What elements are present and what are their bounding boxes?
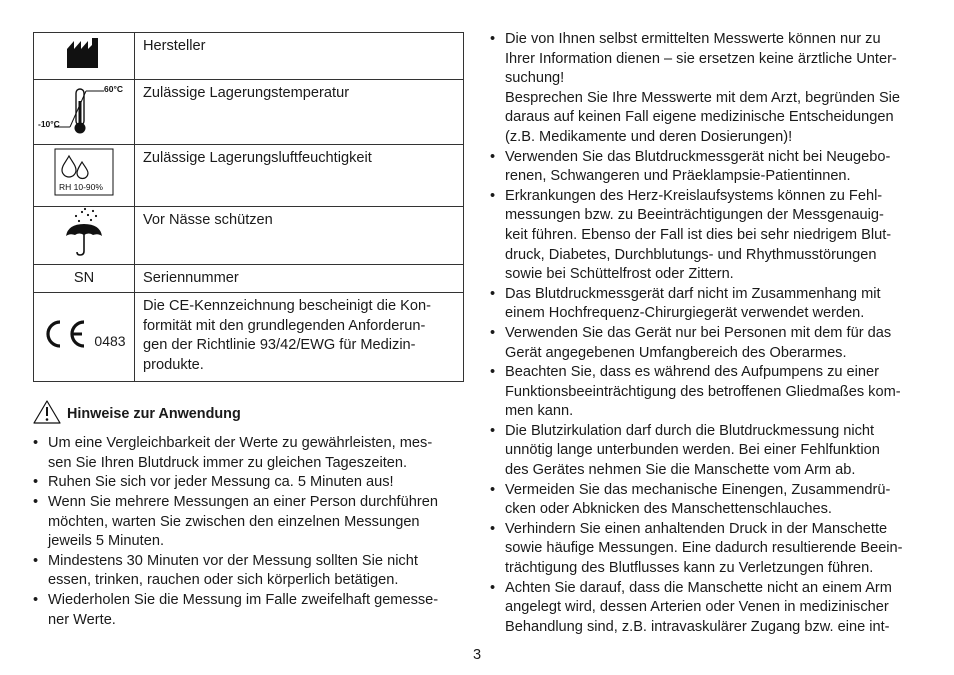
symbol-row-serial <box>34 264 464 293</box>
symbol-cell <box>34 207 135 265</box>
manufacturer-icon <box>66 37 102 69</box>
symbol-row-humidity <box>34 145 464 207</box>
list-item: • Erkrankungen des Herz-Kreislaufsystems können zu Fehl- messungen bzw. zu Beeinträchtigungen der Messgenauig- keit führen. Ebenso der Fall ist dies bei sehr niedrigem Blut- druck, Diabetes, Durchblutungs- und Rhythmusstörungen sowie bei Schüttelfrost oder Zittern. <box>490 187 926 285</box>
symbol-row-temperature <box>34 80 464 145</box>
symbol-cell <box>34 80 135 145</box>
thermometer-icon <box>36 81 132 137</box>
symbol-cell <box>34 145 135 207</box>
hints-heading <box>33 400 464 424</box>
symbol-row-manufacturer <box>34 33 464 80</box>
temp-high-label: 60°C <box>104 83 123 94</box>
humidity-icon <box>51 146 117 198</box>
list-item: • Mindestens 30 Minuten vor der Messung sollten Sie nicht essen, trinken, rauchen oder sich körperlich betätigen. <box>33 552 464 591</box>
list-item: • Wiederholen Sie die Messung im Falle zweifelhaft gemesse- ner Werte. <box>33 591 464 630</box>
symbol-label: Die CE-Kennzeichnung bescheinigt die Kon- formität mit den grundlegenden Anforderun- gen der Richtlinie 93/42/EWG für Medizin- produkte. <box>135 293 464 382</box>
symbol-cell <box>34 293 135 382</box>
symbol-label: Hersteller <box>135 33 464 80</box>
list-item: • Das Blutdruckmessgerät darf nicht im Zusammenhang mit einem Hochfrequenz-Chirurgiegerät verwendet werden. <box>490 285 926 324</box>
list-item: • Vermeiden Sie das mechanische Einengen, Zusammendrü- cken oder Abknicken des Manschettenschlauches. <box>490 481 926 520</box>
symbol-row-moisture <box>34 207 464 265</box>
symbol-label: Seriennummer <box>135 264 464 293</box>
serial-number-symbol: SN <box>34 264 135 293</box>
warning-icon <box>33 400 61 424</box>
list-item: • Die Blutzirkulation darf durch die Blutdruckmessung nicht unnötig lange unterbunden werden. Bei einer Fehlfunktion des Gerätes nehmen Sie die Manschette vom Arm ab. <box>490 422 926 481</box>
umbrella-icon <box>62 207 106 257</box>
symbol-row-ce <box>34 293 464 382</box>
symbol-label: Zulässige Lagerungsluftfeuchtigkeit <box>135 145 464 207</box>
temp-low-label: -10°C <box>38 118 60 129</box>
list-item: • Verwenden Sie das Blutdruckmessgerät nicht bei Neugebo- renen, Schwangeren und Präeklampsie-Patientinnen. <box>490 148 926 187</box>
symbol-table <box>33 32 464 382</box>
ce-mark <box>42 318 125 350</box>
list-item: • Die von Ihnen selbst ermittelten Messwerte können nur zu Ihrer Information dienen – sie ersetzen keine ärztliche Unter- suchung! Besprechen Sie Ihre Messwerte mit dem Arzt, begründen Sie daraus auf keinen Fall eigene medizinische Entscheidungen (z.B. Medikamente und deren Dosierungen)! <box>490 30 926 148</box>
list-item: • Beachten Sie, dass es während des Aufpumpens zu einer Funktionsbeeinträchtigung des betroffenen Gliedmaßes kom- men kann. <box>490 363 926 422</box>
page-number: 3 <box>472 647 482 663</box>
list-item: • Um eine Vergleichbarkeit der Werte zu gewährleisten, mes- sen Sie Ihren Blutdruck immer zu gleichen Tageszeiten. <box>33 434 464 473</box>
list-item: • Wenn Sie mehrere Messungen an einer Person durchführen möchten, warten Sie zwischen den einzelnen Messungen jeweils 5 Minuten. <box>33 493 464 552</box>
list-item: • Ruhen Sie sich vor jeder Messung ca. 5 Minuten aus! <box>33 473 464 493</box>
symbol-label: Vor Nässe schützen <box>135 207 464 265</box>
right-column <box>490 30 926 637</box>
left-column <box>33 32 464 630</box>
list-item: • Verhindern Sie einen anhaltenden Druck in der Manschette sowie häufige Messungen. Eine dadurch resultierende Beein- trächtigung des Blutflusses kann zu Verletzungen führen. <box>490 520 926 579</box>
humidity-range-label: RH 10-90% <box>59 182 103 193</box>
safety-list <box>490 30 926 637</box>
symbol-cell <box>34 33 135 80</box>
hints-heading-text: Hinweise zur Anwendung <box>67 405 241 422</box>
ce-notified-body-number: 0483 <box>94 332 126 349</box>
ce-mark-icon <box>42 318 88 350</box>
list-item: • Achten Sie darauf, dass die Manschette nicht an einem Arm angelegt wird, dessen Arterien oder Venen in medizinischer Behandlung sind, z.B. intravaskulärer Zugang bzw. eine int- <box>490 579 926 638</box>
symbol-label: Zulässige Lagerungstemperatur <box>135 80 464 145</box>
hints-list <box>33 434 464 630</box>
list-item: • Verwenden Sie das Gerät nur bei Personen mit dem für das Gerät angegebenen Umfangbereich des Oberarmes. <box>490 324 926 363</box>
